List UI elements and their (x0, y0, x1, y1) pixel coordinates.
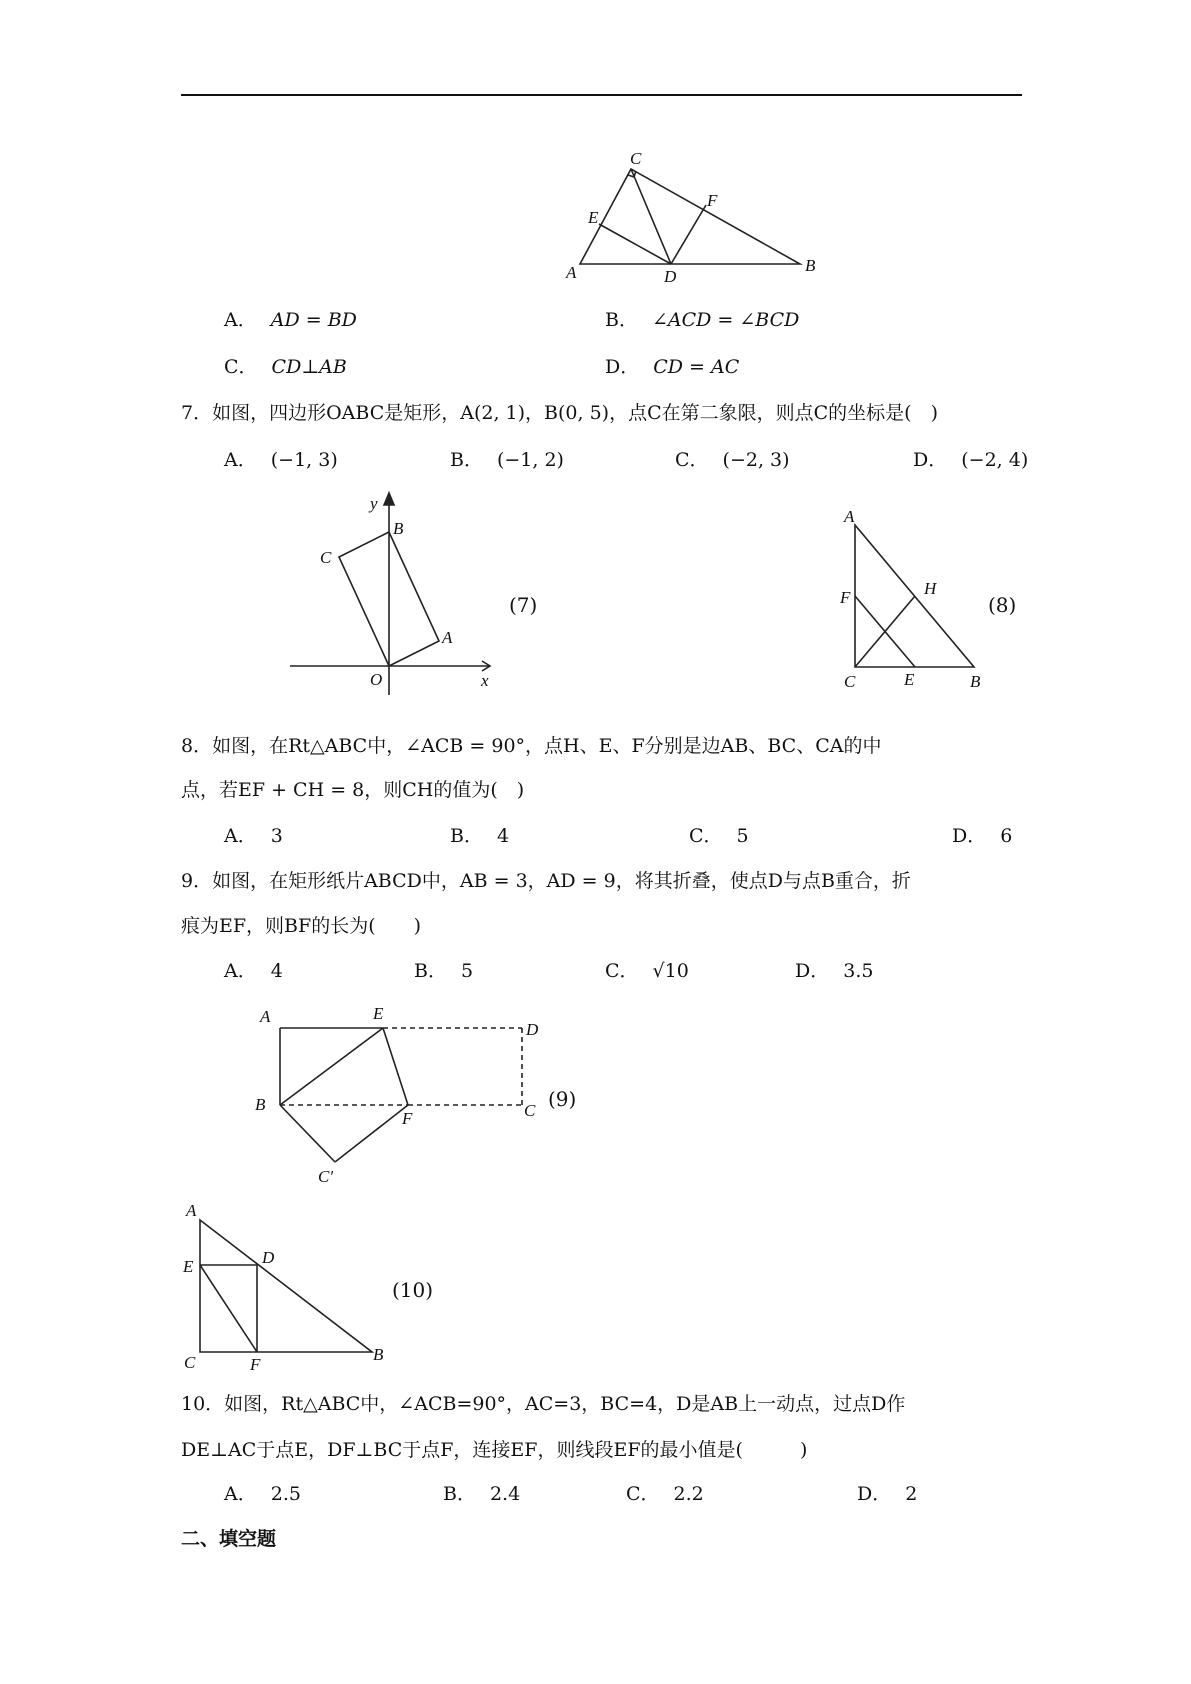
q10-option-b-text: 2.4 (489, 1483, 521, 1505)
q6-segment-de (599, 224, 671, 264)
q7-option-c-text: (−2, 3) (722, 449, 790, 471)
q7-option-d-label: D． (913, 449, 948, 471)
q8-stem-line1: 8．如图，在Rt△ABC中，∠ACB = 90°，点H、E、F分别是边AB、BC、CA的中 (181, 735, 882, 757)
header-rule (181, 94, 1022, 96)
q7-option-b[interactable] (450, 447, 564, 473)
q9-label-a: A (260, 1007, 271, 1026)
q8-label-f: F (840, 588, 851, 607)
q10-label-e: E (183, 1257, 194, 1276)
q8-figure-tag: (8) (988, 593, 1017, 617)
q6-label-d: D (664, 267, 677, 286)
q7-option-a[interactable] (224, 447, 338, 473)
q8-option-c-text: 5 (736, 825, 749, 847)
q9-option-b[interactable] (414, 958, 473, 984)
q9-segment-c-prime-f (335, 1105, 408, 1162)
q9-stem-line1: 9．如图，在矩形纸片ABCD中，AB = 3，AD = 9，将其折叠，使点D与点B重合，折 (181, 870, 911, 892)
q9-stem-line2: 痕为EF，则BF的长为( ) (181, 915, 422, 937)
q7-figure-tag: (7) (509, 593, 538, 617)
q10-stem-line2: DE⊥AC于点E，DF⊥BC于点F，连接EF，则线段EF的最小值是( ) (181, 1439, 808, 1461)
q10-option-a-text: 2.5 (270, 1483, 301, 1505)
q6-option-d[interactable] (605, 354, 739, 380)
q8-option-c[interactable] (689, 823, 749, 849)
q10-figure (180, 1200, 400, 1374)
q6-option-a[interactable] (224, 307, 357, 333)
q10-stem-line1: 10．如图，Rt△ABC中，∠ACB=90°，AC=3，BC=4，D是AB上一动点，过点D作 (181, 1393, 906, 1415)
q10-option-c-text: 2.2 (673, 1483, 704, 1505)
q7-label-c: C (320, 548, 332, 567)
q6-option-a-label: A． (224, 309, 257, 331)
q7-option-a-text: (−1, 3) (270, 449, 338, 471)
q7-option-b-label: B． (450, 449, 483, 471)
q7-option-c-label: C． (675, 449, 709, 471)
q6-label-e: E (588, 208, 599, 227)
q7-figure (290, 495, 510, 695)
q8-option-b-label: B． (450, 825, 483, 847)
q6-option-b-label: B． (605, 309, 638, 331)
q7-option-a-label: A． (224, 449, 257, 471)
q10-figure-tag: (10) (392, 1278, 434, 1302)
q9-label-f: F (402, 1109, 413, 1128)
q6-triangle-abc (580, 169, 800, 264)
q7-option-d-text: (−2, 4) (961, 449, 1029, 471)
q10-option-c[interactable] (626, 1481, 704, 1507)
q7-label-a: A (442, 628, 453, 647)
q9-option-b-label: B． (414, 960, 447, 982)
q7-label-o: O (370, 670, 383, 689)
q10-segment-ef (200, 1265, 257, 1352)
q9-option-a-label: A． (224, 960, 257, 982)
q6-segment-cd (631, 169, 671, 264)
q8-option-d[interactable] (952, 823, 1012, 849)
q9-segment-bc-prime (280, 1105, 335, 1162)
q9-option-d-label: D． (795, 960, 830, 982)
q9-figure-tag: (9) (548, 1087, 577, 1111)
q6-figure (560, 145, 820, 285)
q6-label-f: F (707, 191, 718, 210)
q10-label-d: D (262, 1248, 275, 1267)
q6-label-a: A (566, 263, 577, 282)
q9-segment-be (280, 1028, 383, 1105)
q8-label-h: H (924, 579, 937, 598)
q6-option-d-label: D． (605, 356, 640, 378)
q10-option-c-label: C． (626, 1483, 660, 1505)
q7-option-d[interactable] (913, 447, 1028, 473)
q6-segment-df (671, 205, 706, 264)
q8-option-a-text: 3 (270, 825, 283, 847)
q8-option-c-label: C． (689, 825, 723, 847)
q8-label-b: B (970, 672, 981, 691)
q9-label-b: B (255, 1095, 266, 1114)
q10-option-d-text: 2 (905, 1483, 918, 1505)
q9-option-c[interactable] (605, 958, 689, 984)
q9-option-c-label: C． (605, 960, 639, 982)
q8-label-a: A (844, 507, 855, 526)
q9-segment-ef (383, 1028, 408, 1105)
q10-option-a[interactable] (224, 1481, 301, 1507)
q7-label-y: y (370, 494, 378, 513)
q10-label-c: C (184, 1353, 196, 1372)
q9-option-b-text: 5 (460, 960, 474, 982)
q10-option-a-label: A． (224, 1483, 257, 1505)
q6-label-c: C (630, 149, 642, 168)
q7-stem: 7．如图，四边形OABC是矩形，A(2, 1)，B(0, 5)，点C在第二象限，则点C的坐标是( ) (181, 402, 938, 424)
q8-option-a-label: A． (224, 825, 257, 847)
q7-label-b: B (393, 519, 404, 538)
q9-label-e: E (373, 1004, 384, 1023)
q10-label-f: F (250, 1355, 261, 1374)
q6-option-a-text: AD = BD (270, 309, 357, 331)
q7-label-x: x (481, 671, 489, 690)
q6-option-c[interactable] (224, 354, 347, 380)
q6-option-b[interactable] (605, 307, 799, 333)
q10-option-b[interactable] (443, 1481, 520, 1507)
q9-label-c: C (524, 1101, 536, 1120)
q8-option-a[interactable] (224, 823, 283, 849)
q10-option-d[interactable] (857, 1481, 917, 1507)
q8-option-b-text: 4 (496, 825, 510, 847)
q9-option-c-text: √10 (652, 960, 689, 982)
q10-triangle-abc (200, 1220, 372, 1352)
q10-label-a: A (186, 1201, 197, 1220)
q6-option-c-label: C． (224, 356, 258, 378)
q7-option-c[interactable] (675, 447, 790, 473)
q6-option-d-text: CD = AC (653, 356, 740, 378)
section-title-fill-in: 二、填空题 (181, 1528, 277, 1550)
q9-option-a-text: 4 (270, 960, 283, 982)
q9-label-c-prime: C′ (318, 1167, 334, 1186)
q6-option-b-text: ∠ACD = ∠BCD (651, 309, 800, 331)
q8-figure (840, 507, 1000, 700)
q10-label-b: B (373, 1345, 384, 1364)
q8-option-d-text: 6 (1000, 825, 1013, 847)
q10-option-d-label: D． (857, 1483, 892, 1505)
q8-label-c: C (844, 672, 856, 691)
q8-option-b[interactable] (450, 823, 509, 849)
q6-option-c-text: CD⊥AB (271, 356, 347, 378)
q8-option-d-label: D． (952, 825, 987, 847)
q8-stem-line2: 点，若EF + CH = 8，则CH的值为( ) (181, 779, 525, 801)
q6-label-b: B (805, 256, 816, 275)
q7-y-arrow (384, 493, 394, 505)
q8-label-e: E (904, 670, 915, 689)
q9-option-d-text: 3.5 (843, 960, 874, 982)
q7-option-b-text: (−1, 2) (496, 449, 564, 471)
q10-option-b-label: B． (443, 1483, 476, 1505)
q9-option-d[interactable] (795, 958, 873, 984)
q9-option-a[interactable] (224, 958, 283, 984)
q9-label-d: D (526, 1020, 539, 1039)
